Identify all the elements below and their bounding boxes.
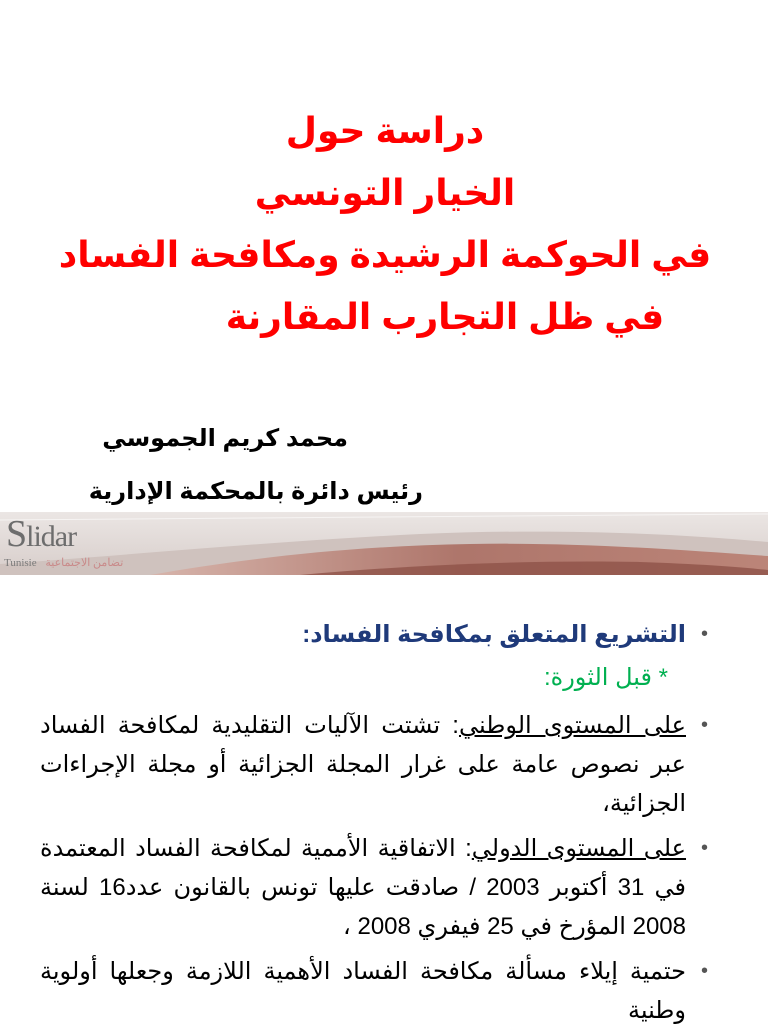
bullet-icon: • bbox=[700, 623, 708, 645]
content-slide bbox=[0, 575, 768, 1024]
item-label: على المستوى الوطني bbox=[458, 712, 686, 739]
logo-sub-arabic: تضامن الاجتماعية bbox=[45, 557, 124, 569]
bullet-icon: • bbox=[700, 714, 708, 736]
item-label: على المستوى الدولي bbox=[471, 835, 687, 862]
item-text: : الاتفاقية الأممية لمكافحة الفساد المعتمدة في 31 أكتوبر 2003 / صادقت عليها تونس بالقانون عدد16 لسنة 2008 المؤرخ في 25 فيفري 2008 ، bbox=[40, 835, 686, 940]
solidar-logo bbox=[6, 512, 76, 556]
author-name: محمد كريم الجموسي bbox=[102, 425, 348, 452]
logo-letter-s: S bbox=[6, 513, 27, 555]
subheading: * قبل الثورة: bbox=[543, 664, 668, 691]
logo-sub-latin: Tunisie bbox=[4, 557, 37, 569]
list-item bbox=[40, 829, 708, 946]
heading-item bbox=[40, 615, 708, 654]
author-role: رئيس دائرة بالمحكمة الإدارية bbox=[88, 478, 423, 505]
title-line-2: الخيار التونسي bbox=[254, 172, 516, 213]
logo-subtitle bbox=[4, 556, 123, 569]
item-text: حتمية إيلاء مسألة مكافحة الفساد الأهمية اللازمة وجعلها أولوية وطنية bbox=[40, 958, 686, 1024]
item-text: : تشتت الآليات التقليدية لمكافحة الفساد عبر نصوص عامة على غرار المجلة الجزائية أو مجلة الإجراءات الجزائية، bbox=[40, 712, 687, 817]
list-item bbox=[40, 952, 708, 1024]
title-line-3: في الحوكمة الرشيدة ومكافحة الفساد bbox=[58, 234, 712, 275]
slide-title bbox=[40, 100, 730, 348]
title-line-4: في ظل التجارب المقارنة bbox=[225, 296, 665, 337]
logo-name-rest: lidar bbox=[26, 520, 77, 553]
list-item bbox=[40, 706, 708, 823]
bullet-icon: • bbox=[700, 960, 708, 982]
title-line-1: دراسة حول bbox=[285, 110, 485, 151]
section-heading: التشريع المتعلق بمكافحة الفساد: bbox=[302, 621, 686, 648]
bullet-icon: • bbox=[700, 837, 708, 859]
content-list bbox=[40, 615, 708, 1024]
